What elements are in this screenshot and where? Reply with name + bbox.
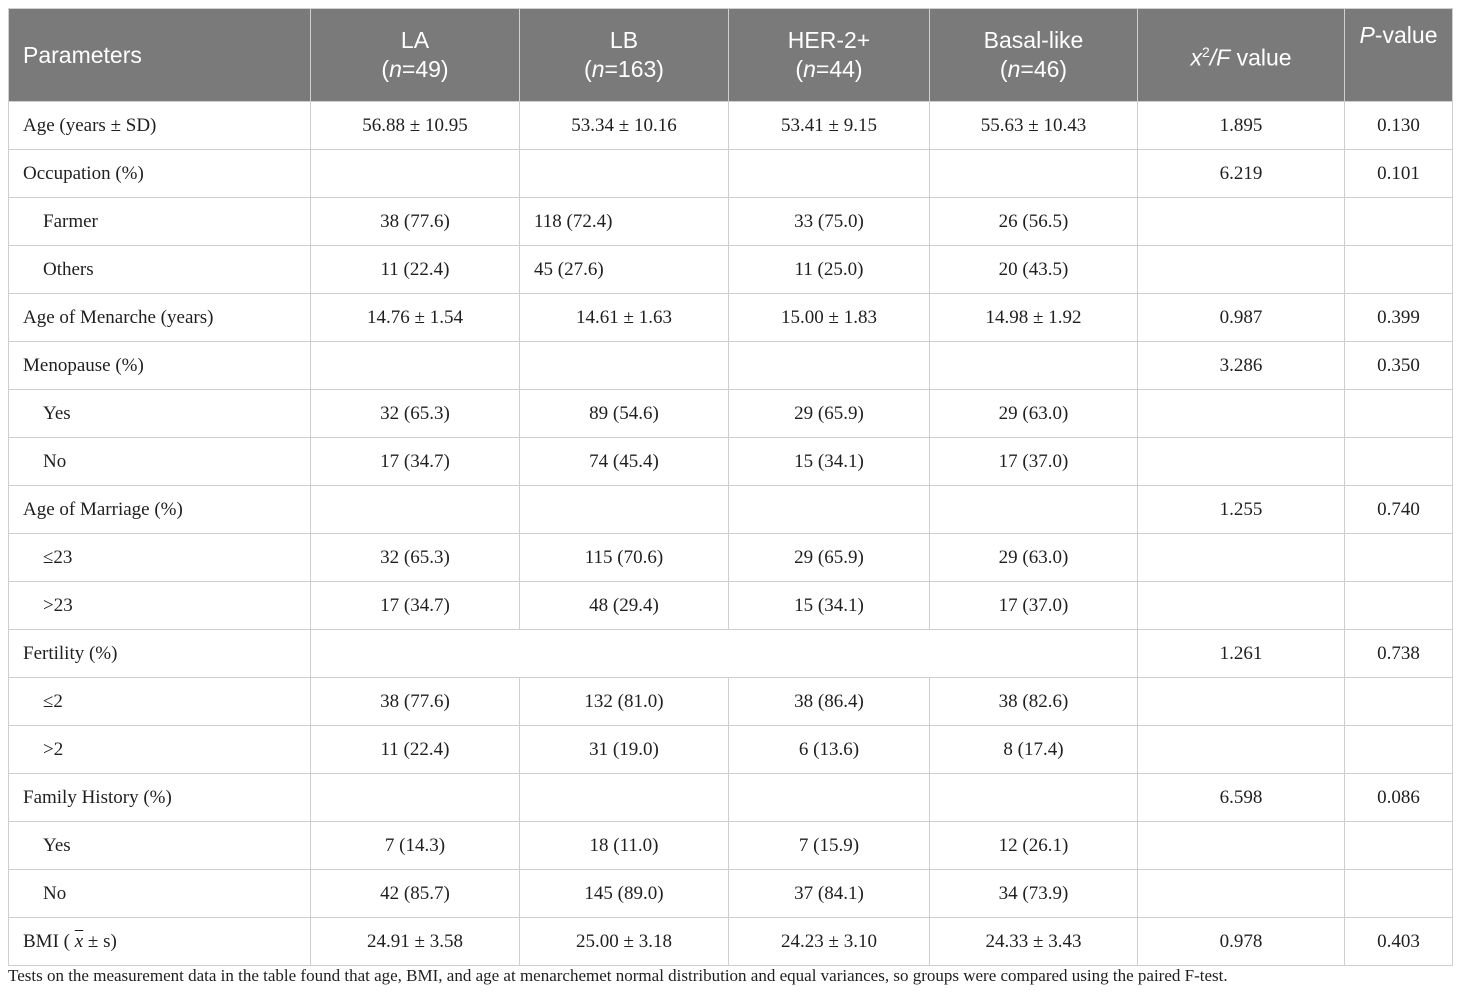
cell-basal: 8 (17.4)	[930, 726, 1138, 774]
cell-la	[311, 774, 520, 822]
table-row	[9, 774, 1453, 822]
table-row	[9, 918, 1453, 966]
cell-la: 11 (22.4)	[311, 726, 520, 774]
cell-her2: 7 (15.9)	[729, 822, 930, 870]
cell-la: 32 (65.3)	[311, 534, 520, 582]
header-her2: HER-2+ (n=44)	[729, 9, 930, 102]
row-label: >23	[9, 582, 311, 630]
cell-basal: 29 (63.0)	[930, 534, 1138, 582]
cell-basal	[930, 486, 1138, 534]
cell-la: 7 (14.3)	[311, 822, 520, 870]
cell-p	[1345, 246, 1453, 294]
cell-basal: 17 (37.0)	[930, 438, 1138, 486]
cell-lb: 18 (11.0)	[520, 822, 729, 870]
cell-her2: 37 (84.1)	[729, 870, 930, 918]
table-row	[9, 486, 1453, 534]
cell-p: 0.399	[1345, 294, 1453, 342]
cell-lb: 115 (70.6)	[520, 534, 729, 582]
cell-la: 11 (22.4)	[311, 246, 520, 294]
cell-stat	[1138, 246, 1345, 294]
cell-p	[1345, 438, 1453, 486]
cell-basal: 29 (63.0)	[930, 390, 1138, 438]
cell-p	[1345, 822, 1453, 870]
table-row	[9, 678, 1453, 726]
cell-stat	[1138, 822, 1345, 870]
table-row	[9, 150, 1453, 198]
cell-lb: 25.00 ± 3.18	[520, 918, 729, 966]
cell-lb: 132 (81.0)	[520, 678, 729, 726]
row-label: BMI ( $\overline{x} \pm s$)	[9, 918, 311, 966]
cell-lb: 53.34 ± 10.16	[520, 102, 729, 150]
cell-stat: 0.987	[1138, 294, 1345, 342]
cell-lb: 118 (72.4)	[520, 198, 729, 246]
cell-p	[1345, 534, 1453, 582]
cell-stat	[1138, 438, 1345, 486]
header-lb: LB (n=163)	[520, 9, 729, 102]
cell-stat	[1138, 534, 1345, 582]
row-label: ≤2	[9, 678, 311, 726]
row-label: Age of Marriage (%)	[9, 486, 311, 534]
cell-basal: 55.63 ± 10.43	[930, 102, 1138, 150]
cell-basal	[930, 342, 1138, 390]
cell-stat	[1138, 678, 1345, 726]
cell-stat: 6.219	[1138, 150, 1345, 198]
table-row	[9, 390, 1453, 438]
row-label: Yes	[9, 822, 311, 870]
cell-basal	[930, 774, 1138, 822]
row-label: Occupation (%)	[9, 150, 311, 198]
cell-her2	[729, 774, 930, 822]
row-label: Fertility (%)	[9, 630, 311, 678]
cell-her2: 15 (34.1)	[729, 438, 930, 486]
table-row	[9, 726, 1453, 774]
cell-p	[1345, 726, 1453, 774]
cell-basal: 26 (56.5)	[930, 198, 1138, 246]
cell-her2: 24.23 ± 3.10	[729, 918, 930, 966]
cell-p: 0.130	[1345, 102, 1453, 150]
cell-basal: 34 (73.9)	[930, 870, 1138, 918]
header-stat-value: $x^2/F$ value	[1138, 9, 1345, 102]
characteristics-table	[8, 8, 1453, 966]
cell-stat	[1138, 870, 1345, 918]
cell-stat: 6.598	[1138, 774, 1345, 822]
cell-la: 56.88 ± 10.95	[311, 102, 520, 150]
cell-p	[1345, 870, 1453, 918]
header-parameters: Parameters	[9, 9, 311, 102]
cell-her2: 29 (65.9)	[729, 534, 930, 582]
row-label: >2	[9, 726, 311, 774]
cell-lb	[520, 150, 729, 198]
row-label: Yes	[9, 390, 311, 438]
cell-la	[311, 342, 520, 390]
cell-her2: 29 (65.9)	[729, 390, 930, 438]
cell-basal: 20 (43.5)	[930, 246, 1138, 294]
cell-la: 32 (65.3)	[311, 390, 520, 438]
cell-p	[1345, 390, 1453, 438]
cell-her2	[729, 342, 930, 390]
cell-her2: 15.00 ± 1.83	[729, 294, 930, 342]
cell-stat	[1138, 726, 1345, 774]
cell-her2: 6 (13.6)	[729, 726, 930, 774]
cell-la: 24.91 ± 3.58	[311, 918, 520, 966]
cell-stat	[1138, 390, 1345, 438]
row-label: No	[9, 438, 311, 486]
row-label: Farmer	[9, 198, 311, 246]
cell-basal: 38 (82.6)	[930, 678, 1138, 726]
cell-p	[1345, 678, 1453, 726]
cell-basal: 12 (26.1)	[930, 822, 1138, 870]
table-row	[9, 822, 1453, 870]
cell-her2: 38 (86.4)	[729, 678, 930, 726]
cell-la	[311, 150, 520, 198]
cell-stat: 1.895	[1138, 102, 1345, 150]
cell-la: 14.76 ± 1.54	[311, 294, 520, 342]
row-label: Age of Menarche (years)	[9, 294, 311, 342]
header-basal-like: Basal-like (n=46)	[930, 9, 1138, 102]
cell-p: 0.350	[1345, 342, 1453, 390]
cell-lb: 74 (45.4)	[520, 438, 729, 486]
cell-lb: 145 (89.0)	[520, 870, 729, 918]
cell-stat: 1.255	[1138, 486, 1345, 534]
table-footnote: Tests on the measurement data in the table found that age, BMI, and age at menarchemet normal distribution and equal variances, so groups were compared using the paired F-test.	[8, 966, 1228, 985]
table-row	[9, 438, 1453, 486]
cell-la: 17 (34.7)	[311, 438, 520, 486]
cell-basal: 24.33 ± 3.43	[930, 918, 1138, 966]
cell-her2	[729, 150, 930, 198]
cell-p: 0.086	[1345, 774, 1453, 822]
cell-la: 17 (34.7)	[311, 582, 520, 630]
cell-la: 38 (77.6)	[311, 678, 520, 726]
cell-basal: 14.98 ± 1.92	[930, 294, 1138, 342]
header-la: LA (n=49)	[311, 9, 520, 102]
cell-stat: 1.261	[1138, 630, 1345, 678]
cell-p	[1345, 582, 1453, 630]
cell-p: 0.740	[1345, 486, 1453, 534]
cell-p	[1345, 198, 1453, 246]
x-bar-symbol: $\overline{x}$	[74, 930, 84, 952]
header-p-value: P-value	[1345, 9, 1453, 102]
cell-stat: 0.978	[1138, 918, 1345, 966]
cell-p: 0.101	[1345, 150, 1453, 198]
cell-empty-span	[311, 630, 1138, 678]
table-row	[9, 198, 1453, 246]
cell-her2: 15 (34.1)	[729, 582, 930, 630]
cell-basal: 17 (37.0)	[930, 582, 1138, 630]
cell-lb	[520, 486, 729, 534]
cell-lb	[520, 342, 729, 390]
cell-stat	[1138, 198, 1345, 246]
cell-lb: 14.61 ± 1.63	[520, 294, 729, 342]
row-label: No	[9, 870, 311, 918]
cell-p: 0.738	[1345, 630, 1453, 678]
cell-her2	[729, 486, 930, 534]
table-row	[9, 246, 1453, 294]
cell-stat	[1138, 582, 1345, 630]
cell-lb: 45 (27.6)	[520, 246, 729, 294]
cell-her2: 11 (25.0)	[729, 246, 930, 294]
row-label: Menopause (%)	[9, 342, 311, 390]
cell-stat: 3.286	[1138, 342, 1345, 390]
cell-her2: 33 (75.0)	[729, 198, 930, 246]
row-label: Others	[9, 246, 311, 294]
table-row	[9, 582, 1453, 630]
row-label: Age (years ± SD)	[9, 102, 311, 150]
cell-basal	[930, 150, 1138, 198]
row-label: ≤23	[9, 534, 311, 582]
table-row	[9, 102, 1453, 150]
header-row	[9, 9, 1453, 102]
cell-lb	[520, 774, 729, 822]
table-row	[9, 870, 1453, 918]
cell-la: 42 (85.7)	[311, 870, 520, 918]
cell-lb: 48 (29.4)	[520, 582, 729, 630]
cell-lb: 89 (54.6)	[520, 390, 729, 438]
cell-la	[311, 486, 520, 534]
table-row	[9, 294, 1453, 342]
row-label: Family History (%)	[9, 774, 311, 822]
cell-her2: 53.41 ± 9.15	[729, 102, 930, 150]
cell-la: 38 (77.6)	[311, 198, 520, 246]
table-row	[9, 534, 1453, 582]
table-row	[9, 342, 1453, 390]
cell-p: 0.403	[1345, 918, 1453, 966]
table-row	[9, 630, 1453, 678]
cell-lb: 31 (19.0)	[520, 726, 729, 774]
